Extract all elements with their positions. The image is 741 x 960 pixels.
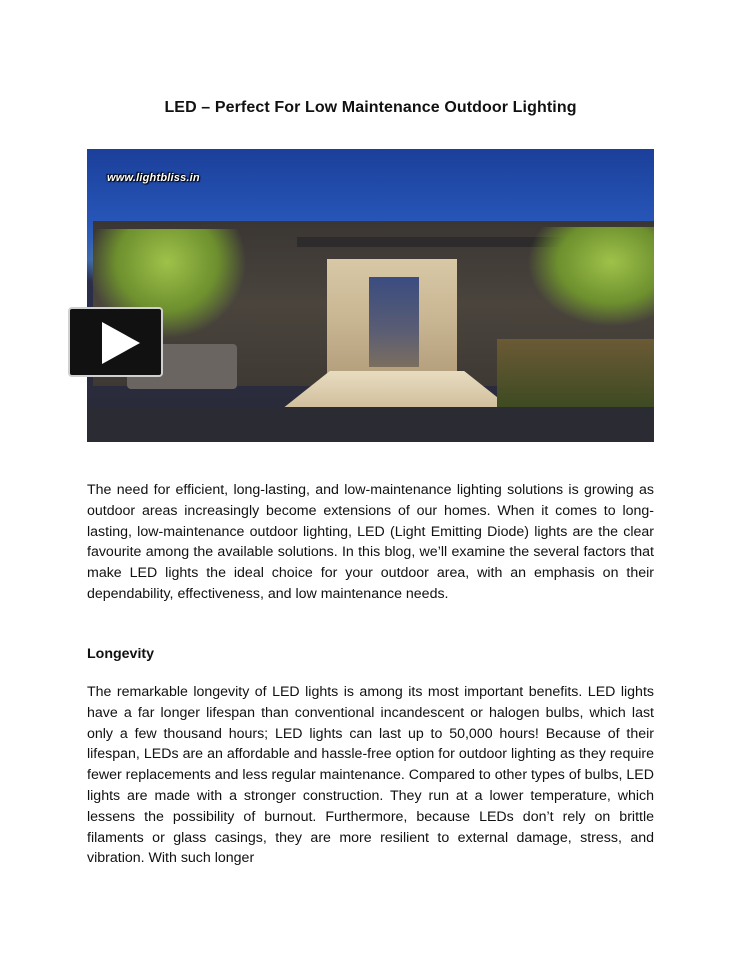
page-title: LED – Perfect For Low Maintenance Outdoor Lighting — [164, 98, 577, 116]
ground — [87, 407, 654, 442]
section-paragraph-longevity: The remarkable longevity of LED lights is among its most important benefits. LED lights have a far longer lifespan than conventional incandescent or halogen bulbs, which last only a few thousand hours; LED lights can last up to 50,000 hours! Because of their lifespan, LEDs are an affordable and hassle-free option for outdoor lighting as they require fewer replacements and less regular maintenance. Compared to other types of bulbs, LED lights are made with a stronger construction. They run at a lower temperature, which lessens the possibility of burnout. Furthermore, because LEDs don’t rely on brittle filaments or glass casings, they are more resilient to external damage, stress, and vibration. With such longer — [87, 684, 655, 867]
hero-image — [87, 149, 654, 442]
entrance-view — [369, 277, 419, 367]
play-button[interactable] — [68, 307, 163, 377]
section-heading-longevity: Longevity — [87, 646, 155, 662]
tree-right — [527, 227, 654, 327]
play-icon — [102, 322, 140, 364]
plants-right — [497, 339, 654, 409]
watermark-text: www.lightbliss.in — [107, 172, 200, 184]
intro-paragraph: The need for efficient, long-lasting, and low-maintenance lighting solutions is growing as outdoor areas increasingly become extensions of our homes. When it comes to long-lasting, low-maintenance outdoor lighting, LED (Light Emitting Diode) lights are the clear favourite among the available solutions. In this blog, we’ll examine the several factors that make LED lights the ideal choice for your outdoor area, with an emphasis on their dependability, effectiveness, and low maintenance needs. — [87, 482, 654, 602]
